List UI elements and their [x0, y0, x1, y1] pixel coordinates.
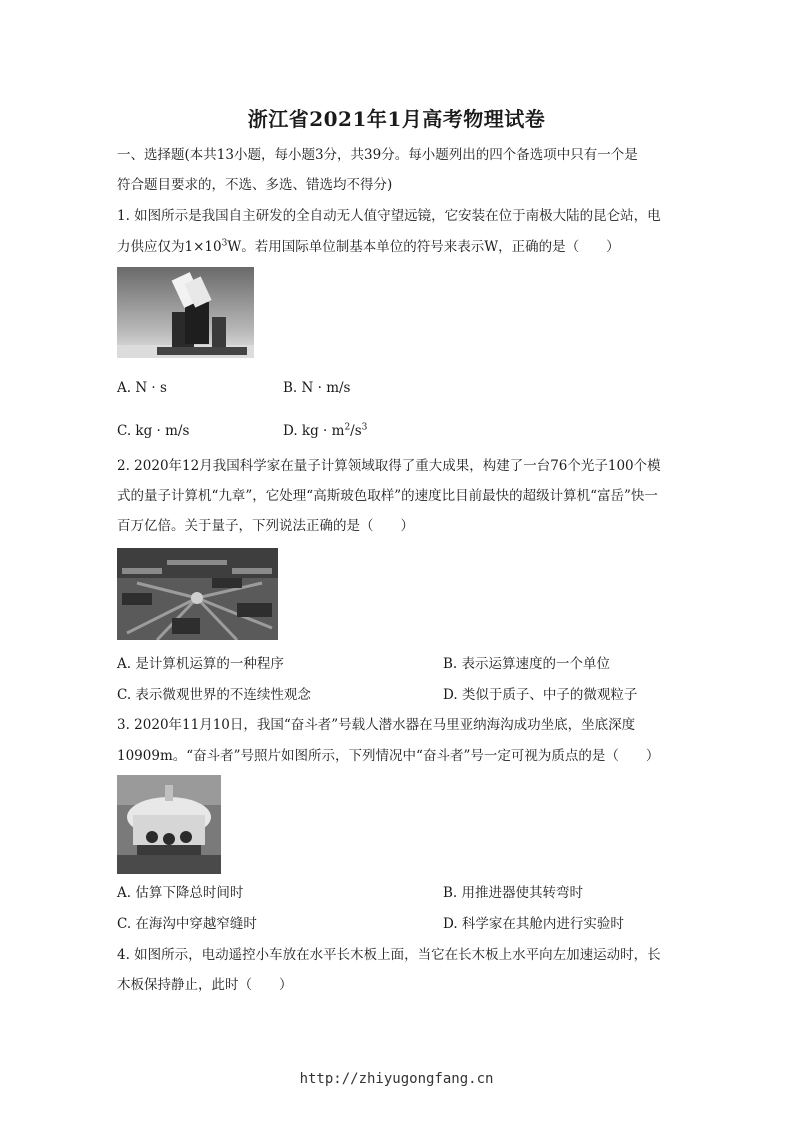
q2-stem-line-3: 百万亿倍。关于量子，下列说法正确的是（ ） [117, 518, 414, 534]
q2-option-a[interactable]: A. 是计算机运算的一种程序 [117, 656, 284, 672]
q4-stem-line-1: 4. 如图所示，电动遥控小车放在水平长木板上面，当它在长木板上水平向左加速运动时，长 [117, 947, 661, 963]
q3-option-a[interactable]: A. 估算下降总时间时 [117, 885, 244, 901]
quantum-computer-photo [117, 548, 278, 640]
q1-option-d-mid: /s [350, 423, 362, 439]
q2-stem-line-1: 2. 2020年12月我国科学家在量子计算领域取得了重大成果，构建了一台76个光子100个模 [117, 458, 661, 474]
page-title: 浙江省2021年1月高考物理试卷 [247, 107, 546, 131]
section-heading-line-2: 符合题目要求的，不选、多选、错选均不得分) [117, 177, 393, 193]
q3-option-d[interactable]: D. 科学家在其舱内进行实验时 [443, 916, 624, 932]
q3-option-b[interactable]: B. 用推进器使其转弯时 [443, 885, 584, 901]
q1-stem-text: 力供应仅为1×10 [117, 239, 222, 255]
q4-stem-line-2: 木板保持静止，此时（ ） [117, 977, 293, 993]
q2-option-c[interactable]: C. 表示微观世界的不连续性观念 [117, 687, 311, 703]
q3-option-c[interactable]: C. 在海沟中穿越窄缝时 [117, 916, 257, 932]
q1-stem-line-1: 1. 如图所示是我国自主研发的全自动无人值守望远镜，它安装在位于南极大陆的昆仑站，电 [117, 208, 661, 224]
q3-stem-line-2: 10909m。“奋斗者”号照片如图所示，下列情况中“奋斗者”号一定可视为质点的是（ ） [117, 748, 660, 764]
q1-option-c[interactable]: C. kg · m/s [117, 423, 190, 439]
q1-stem-text-tail: W。若用国际单位制基本单位的符号来表示W，正确的是（ ） [227, 239, 620, 255]
q2-option-d[interactable]: D. 类似于质子、中子的微观粒子 [443, 687, 638, 703]
footer-url[interactable]: http://zhiyugongfang.cn [299, 1071, 494, 1087]
q1-option-d-text: D. kg · m [283, 423, 345, 439]
q1-option-d-exp1: 2 [344, 422, 351, 433]
q2-option-b[interactable]: B. 表示运算速度的一个单位 [443, 656, 611, 672]
submersible-photo [117, 775, 221, 874]
q1-option-d-exp2: 3 [361, 422, 368, 433]
q1-stem-line-2 [117, 237, 677, 257]
section-heading-line-1: 一、选择题(本共13小题，每小题3分，共39分。每小题列出的四个备选项中只有一个是 [117, 147, 638, 163]
q1-option-d[interactable] [283, 421, 367, 441]
q1-option-b[interactable]: B. N · m/s [283, 380, 351, 396]
q3-stem-line-1: 3. 2020年11月10日，我国“奋斗者”号载人潜水器在马里亚纳海沟成功坐底，坐底深度 [117, 717, 636, 733]
q1-exponent: 3 [221, 238, 228, 249]
q2-stem-line-2: 式的量子计算机“九章”，它处理“高斯玻色取样”的速度比目前最快的超级计算机“富岳”快一 [117, 488, 658, 504]
telescope-photo [117, 267, 254, 358]
q1-option-a[interactable]: A. N · s [117, 380, 167, 396]
